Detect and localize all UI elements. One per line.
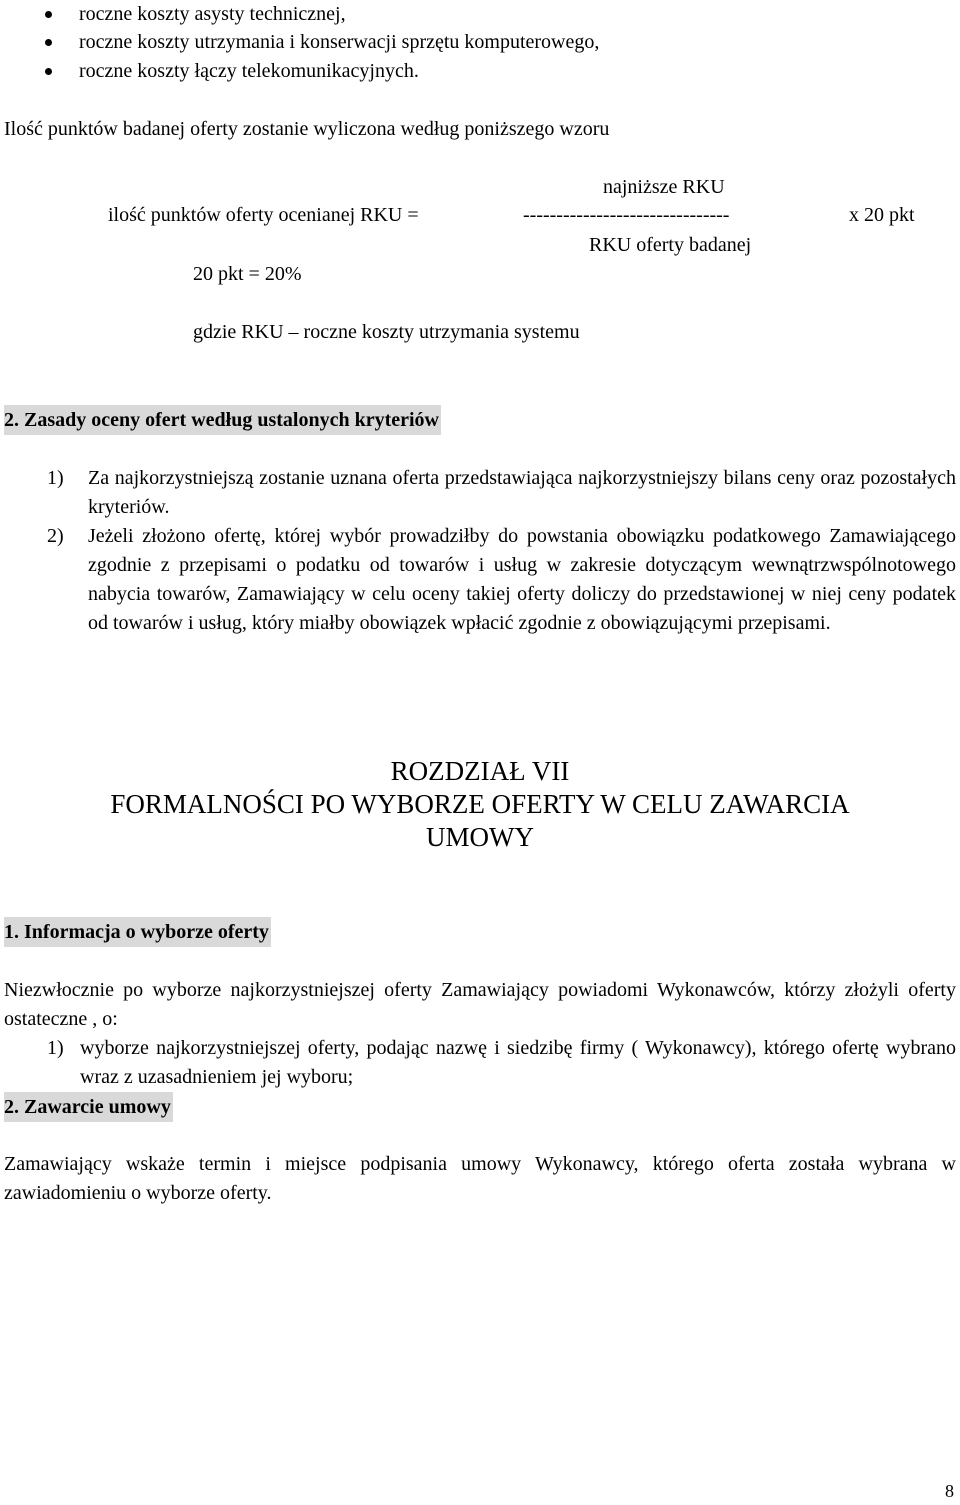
bullet-icon (45, 68, 52, 75)
list-item-number: 2) (47, 525, 64, 547)
list-item-number: 1) (47, 467, 64, 489)
page-number: 8 (945, 1481, 954, 1501)
formula-where: gdzie RKU – roczne koszty utrzymania systemu (193, 321, 580, 343)
formula-numerator: najniższe RKU (603, 176, 725, 198)
formula-left: ilość punktów oferty ocenianej RKU = (108, 204, 419, 226)
contract-paragraph: Zamawiający wskaże termin i miejsce podpisania umowy Wykonawcy, którego oferta została wybrana w zawiadomieniu o wyborze oferty. (4, 1153, 956, 1204)
formula-denominator: RKU oferty badanej (589, 234, 752, 256)
list-item-text: Za najkorzystniejszą zostanie uznana oferta przedstawiająca najkorzystniejszy bilans ceny oraz pozostałych kryteriów. (88, 467, 956, 518)
section-heading-info: 1. Informacja o wyborze oferty (4, 917, 271, 947)
bullet-icon (45, 39, 52, 46)
info-paragraph: Niezwłocznie po wyborze najkorzystniejszej oferty Zamawiający powiadomi Wykonawców, którzy złożyli oferty ostateczne , o: (4, 979, 956, 1030)
chapter-number: ROZDZIAŁ VII (390, 756, 570, 786)
bullet-icon (45, 11, 52, 18)
list-item-number: 1) (47, 1037, 64, 1059)
formula-multiplier: x 20 pkt (849, 204, 915, 226)
bullet-text: roczne koszty łączy telekomunikacyjnych. (79, 60, 419, 82)
chapter-title-cont: UMOWY (426, 822, 534, 852)
section-heading-contract: 2. Zawarcie umowy (4, 1092, 173, 1122)
bullet-text: roczne koszty asysty technicznej, (79, 3, 346, 25)
formula-dashes: ------------------------------- (523, 204, 730, 226)
bullet-text: roczne koszty utrzymania i konserwacji sprzętu komputerowego, (79, 31, 600, 53)
formula-weight: 20 pkt = 20% (193, 263, 302, 285)
formula-intro: Ilość punktów badanej oferty zostanie wyliczona według poniższego wzoru (4, 118, 610, 140)
list-item-text: Jeżeli złożono ofertę, której wybór prowadziłby do powstania obowiązku podatkowego Zamawiającego zgodnie z przepisami o podatku od towarów i usług w zakresie dotyczącym wewnątrzwspólnotowego nabycia towarów, Zamawiający w celu oceny takiej oferty doliczy do przedstawionej w niej ceny podatek od towarów i usług, który miałby obowiązek wpłacić zgodnie z obowiązującymi przepisami. (88, 525, 956, 634)
list-item-text: wyborze najkorzystniejszej oferty, podając nazwę i siedzibę firmy ( Wykonawcy), którego ofertę wybrano wraz z uzasadnieniem jej wyboru; (80, 1037, 956, 1088)
section-heading-criteria: 2. Zasady oceny ofert według ustalonych kryteriów (4, 405, 441, 435)
chapter-title: FORMALNOŚCI PO WYBORZE OFERTY W CELU ZAWARCIA (110, 789, 850, 819)
